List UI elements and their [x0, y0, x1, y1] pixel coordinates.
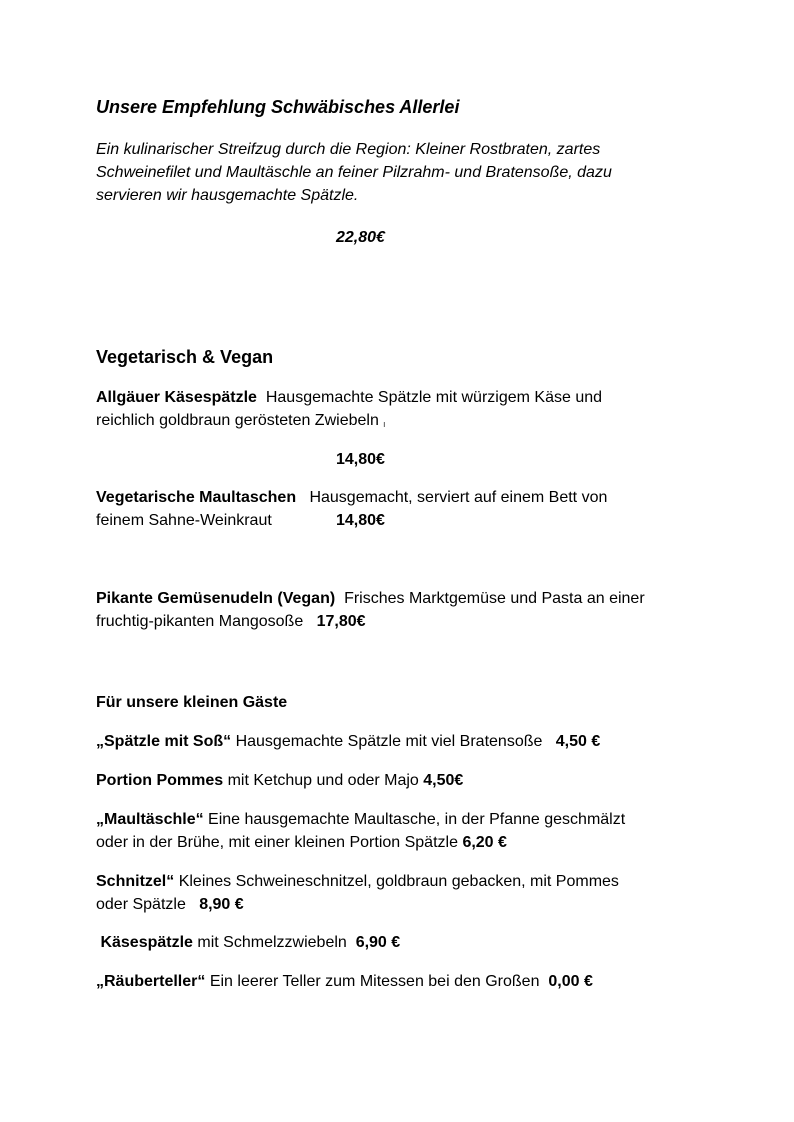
- item-name: Pikante Gemüsenudeln (Vegan): [96, 590, 336, 607]
- item-price: 8,90 €: [199, 896, 244, 913]
- vegetarian-title: Vegetarisch & Vegan: [96, 347, 274, 367]
- recommendation-line: Schweinefilet und Maultäschle an feiner Pilzrahm- und Bratensoße, dazu: [96, 164, 612, 181]
- item-description: Hausgemachte Spätzle mit würzigem Käse und: [265, 389, 603, 406]
- item-price: 14,80€: [336, 512, 385, 529]
- recommendation-description: [96, 138, 706, 207]
- item-price: 0,00 €: [548, 973, 593, 990]
- menu-item: [96, 808, 706, 854]
- item-description: feinem Sahne-Weinkraut: [96, 512, 272, 529]
- item-price: 6,20 €: [462, 834, 507, 851]
- item-description: oder in der Brühe, mit einer kleinen Portion Spätzle: [96, 834, 458, 851]
- item-description: mit Ketchup und oder Majo: [227, 772, 419, 789]
- menu-item: [96, 970, 706, 993]
- item-name: Portion Pommes: [96, 772, 224, 789]
- item-name: Allgäuer Käsespätzle: [96, 389, 257, 406]
- menu-item: [96, 386, 706, 437]
- item-name: „Räuberteller“: [96, 973, 206, 990]
- item-name: Schnitzel“: [96, 873, 175, 890]
- item-description: Hausgemacht, serviert auf einem Bett von: [309, 489, 608, 506]
- recommendation-line: servieren wir hausgemachte Spätzle.: [96, 187, 359, 204]
- item-description: Eine hausgemachte Maultasche, in der Pfanne geschmälzt: [208, 811, 626, 828]
- item-description: Frisches Marktgemüse und Pasta an einer: [344, 590, 645, 607]
- item-name: „Maultäschle“: [96, 811, 204, 828]
- menu-item: [96, 486, 706, 532]
- recommendation-section: [96, 96, 706, 118]
- item-description: mit Schmelzzwiebeln: [197, 934, 347, 951]
- item-name: „Spätzle mit Soß“: [96, 733, 232, 750]
- item-description: reichlich goldbraun gerösteten Zwiebeln: [96, 412, 379, 429]
- item-price: 4,50 €: [555, 733, 601, 750]
- item-price: 14,80€: [336, 451, 385, 468]
- menu-item: [96, 769, 706, 792]
- item-price: 6,90 €: [355, 934, 401, 951]
- menu-item: [96, 730, 706, 753]
- menu-item: [96, 931, 706, 954]
- item-description: fruchtig-pikanten Mangosoße: [96, 613, 304, 630]
- menu-item: [96, 587, 706, 633]
- text-mark: I: [383, 422, 386, 429]
- item-name: Vegetarische Maultaschen: [96, 489, 297, 506]
- item-name: Käsespätzle: [100, 934, 193, 951]
- item-description: oder Spätzle: [96, 896, 186, 913]
- item-description: Ein leerer Teller zum Mitessen bei den Großen: [209, 973, 540, 990]
- recommendation-price: 22,80€: [336, 229, 385, 246]
- vegetarian-section: [96, 346, 706, 368]
- kids-title: Für unsere kleinen Gäste: [96, 694, 288, 711]
- recommendation-line: Ein kulinarischer Streifzug durch die Region: Kleiner Rostbraten, zartes: [96, 141, 601, 158]
- menu-item: [96, 870, 706, 916]
- recommendation-title: Unsere Empfehlung Schwäbisches Allerlei: [96, 97, 460, 117]
- item-description: Hausgemachte Spätzle mit viel Bratensoße: [235, 733, 543, 750]
- item-price: 4,50€: [423, 772, 464, 789]
- item-price: 17,80€: [316, 613, 366, 630]
- item-description: Kleines Schweineschnitzel, goldbraun gebacken, mit Pommes: [178, 873, 619, 890]
- kids-section: [96, 691, 706, 714]
